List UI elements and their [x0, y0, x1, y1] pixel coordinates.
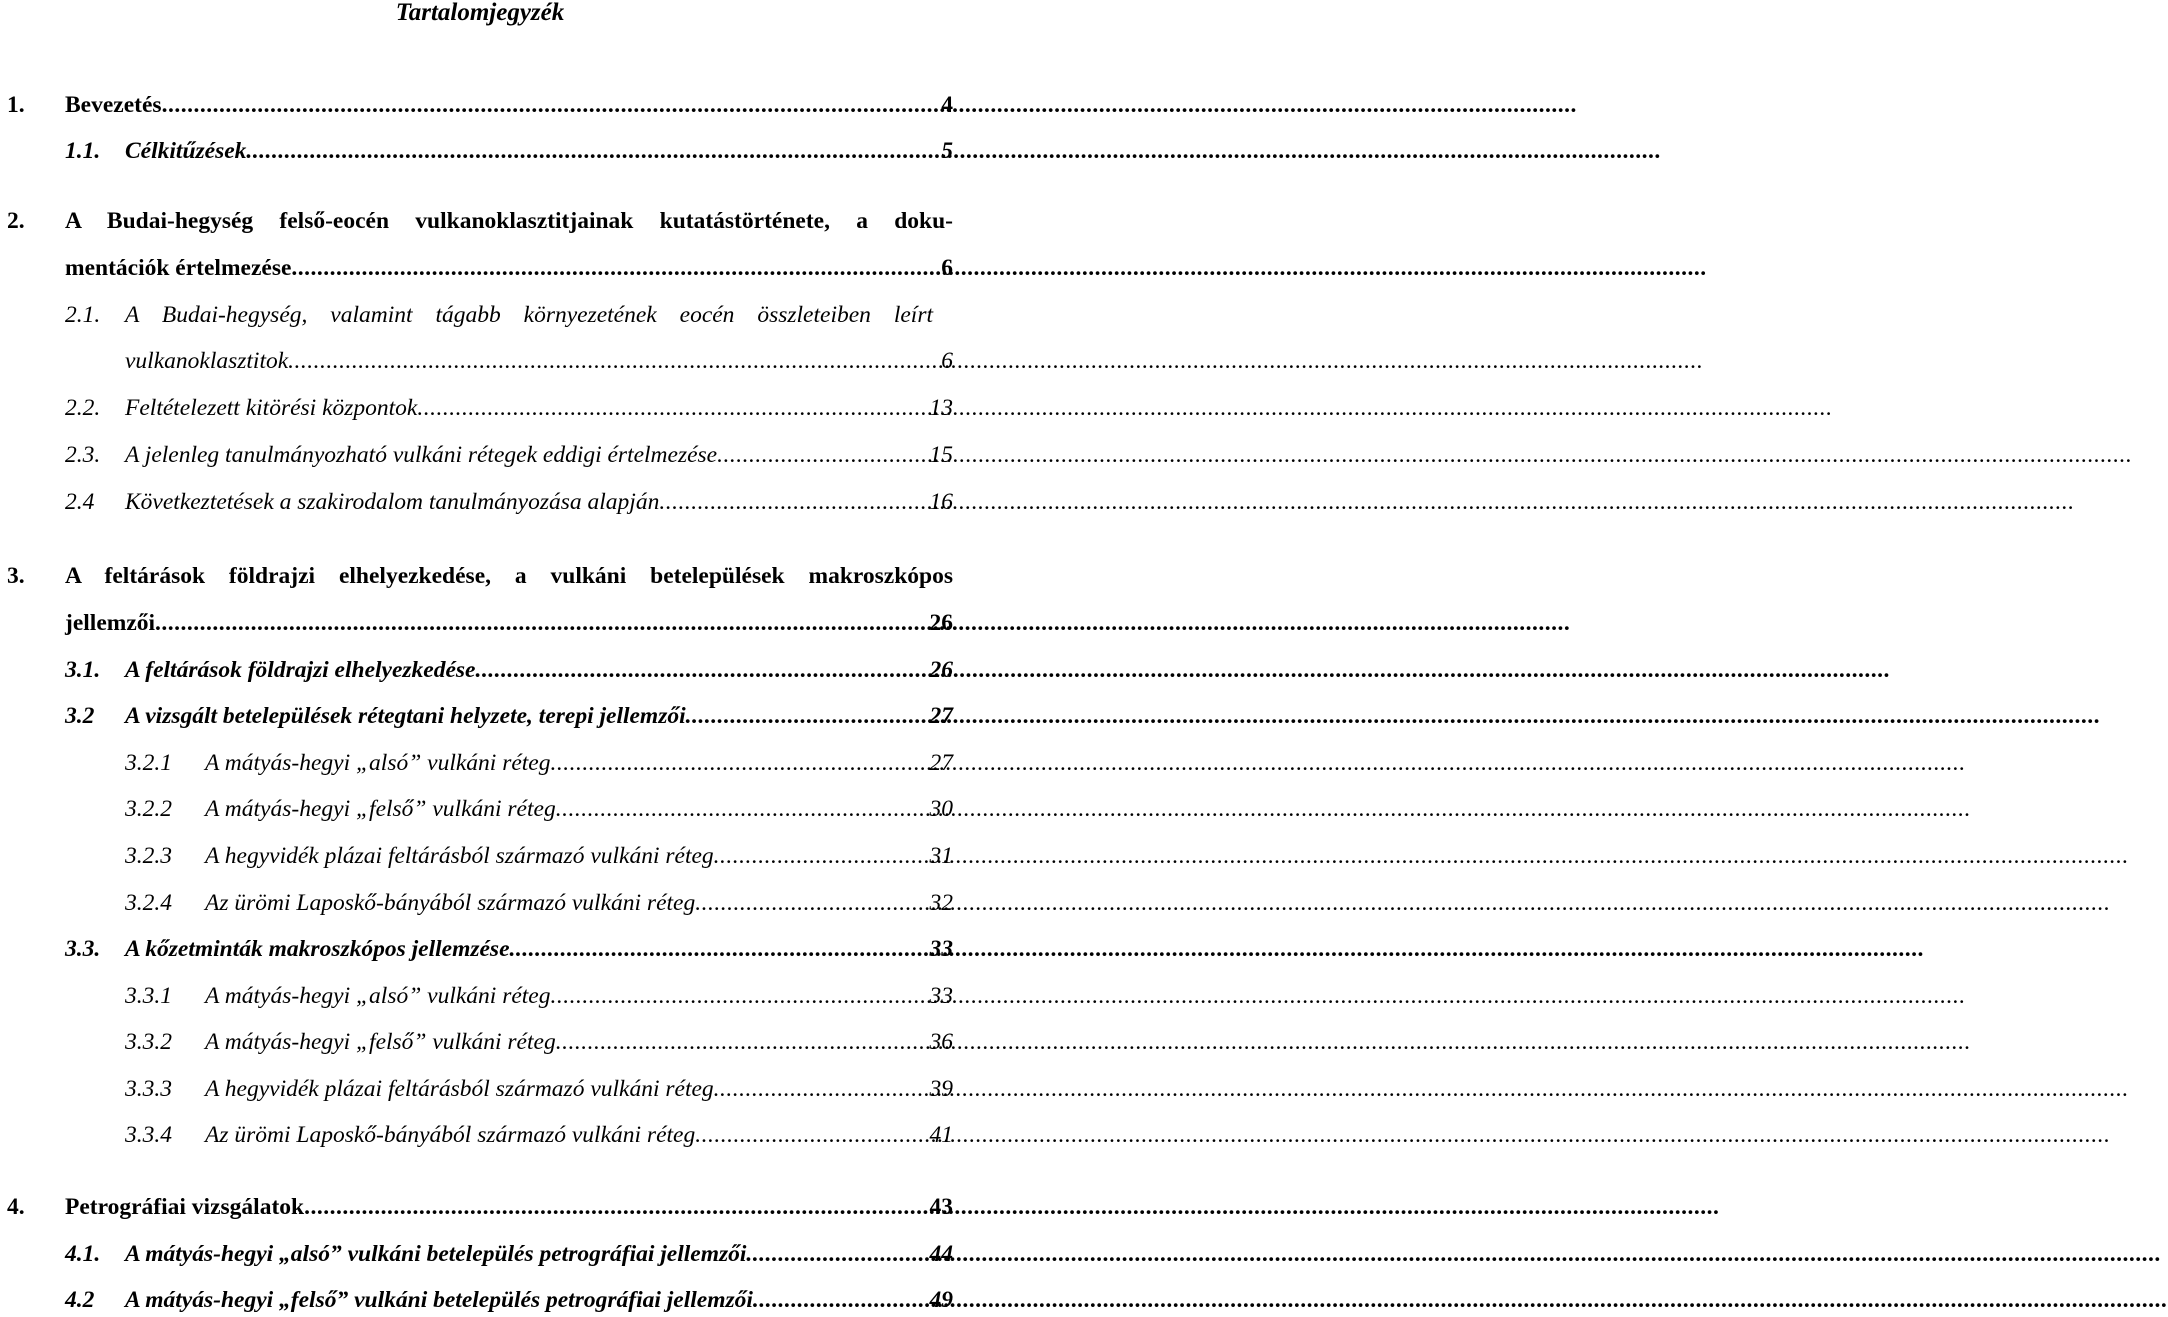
entry-text-line1: A feltárások földrajzi elhelyezkedése, a vulkáni betelepülések makroszkópos [65, 563, 953, 589]
entry-page: 31 [929, 843, 953, 869]
entry-page: 5 [941, 138, 953, 164]
toc-entry-4[interactable] [7, 1192, 953, 1222]
leader-dots [556, 794, 926, 824]
entry-number: 2.2. [65, 395, 101, 421]
entry-text: Az ürömi Laposkő-bányából származó vulkáni réteg [205, 1122, 696, 1148]
entry-number: 3.1. [65, 657, 101, 683]
toc-entry-3-2[interactable] [65, 701, 953, 731]
entry-page: 13 [929, 395, 953, 421]
toc-title: Tartalomjegyzék [395, 0, 565, 26]
leader-dots [714, 1074, 926, 1104]
entry-text-line2: mentációk értelmezése [65, 255, 292, 281]
leader-dots [551, 748, 926, 778]
entry-page: 27 [929, 750, 953, 776]
toc-entry-3-line1[interactable] [7, 561, 953, 591]
toc-entry-3-3[interactable] [65, 934, 953, 964]
entry-page: 30 [929, 796, 953, 822]
entry-text-line1: A Budai-hegység felső-eocén vulkanoklasztitjainak kutatástörténete, a doku- [65, 208, 953, 234]
entry-page: 15 [929, 442, 953, 468]
entry-text: Petrográfiai vizsgálatok [65, 1194, 305, 1220]
entry-text: A mátyás-hegyi „alsó” vulkáni réteg [205, 750, 551, 776]
entry-text: A mátyás-hegyi „alsó” vulkáni betelepülés petrográfiai jellemzői [125, 1241, 747, 1267]
toc-entry-3-3-1[interactable] [125, 981, 953, 1011]
entry-text: A jelenleg tanulmányozható vulkáni rétegek eddigi értelmezése [125, 442, 718, 468]
leader-dots [753, 1285, 926, 1315]
leader-dots [304, 1192, 925, 1222]
toc-entry-1[interactable] [7, 90, 953, 120]
entry-page: 4 [941, 92, 953, 118]
toc-entry-3-2-4[interactable] [125, 888, 953, 918]
entry-text: A hegyvidék plázai feltárásból származó vulkáni réteg [205, 1076, 714, 1102]
entry-text-line1: A Budai-hegység, valamint tágabb környezetének eocén összleteiben leírt [125, 302, 933, 328]
entry-page: 33 [929, 983, 953, 1009]
entry-page: 43 [929, 1194, 953, 1220]
toc-entry-2-line2[interactable] [65, 253, 953, 283]
entry-page: 39 [929, 1076, 953, 1102]
leader-dots [162, 90, 938, 120]
entry-text: A kőzetminták makroszkópos jellemzése [125, 936, 510, 962]
leader-dots [476, 655, 926, 685]
entry-number: 4.1. [65, 1241, 101, 1267]
entry-number: 3.2.2 [125, 796, 172, 822]
toc-entry-3-3-3[interactable] [125, 1074, 953, 1104]
leader-dots [746, 1239, 925, 1269]
entry-page: 33 [929, 936, 953, 962]
toc-entry-4-2[interactable] [65, 1285, 953, 1315]
entry-page: 26 [929, 657, 953, 683]
leader-dots [288, 346, 937, 376]
entry-number: 3.3.2 [125, 1029, 172, 1055]
toc-entry-3-3-2[interactable] [125, 1027, 953, 1057]
entry-number: 3. [7, 563, 25, 589]
entry-number: 4. [7, 1194, 25, 1220]
entry-number: 1. [7, 92, 25, 118]
leader-dots [155, 608, 925, 638]
toc-entry-2-2[interactable] [65, 393, 953, 423]
toc-entry-4-1[interactable] [65, 1239, 953, 1269]
entry-number: 3.2.3 [125, 843, 172, 869]
leader-dots [417, 393, 925, 423]
toc-entry-3-2-1[interactable] [125, 748, 953, 778]
entry-number: 3.3.3 [125, 1076, 172, 1102]
entry-number: 3.2.1 [125, 750, 172, 776]
entry-text: A mátyás-hegyi „felső” vulkáni betelepülés petrográfiai jellemzői [125, 1287, 753, 1313]
entry-text: Feltételezett kitörési központok [125, 395, 418, 421]
leader-dots [246, 136, 937, 166]
entry-text: A mátyás-hegyi „felső” vulkáni réteg [205, 796, 556, 822]
entry-text: Bevezetés [65, 92, 162, 118]
entry-number: 2.3. [65, 442, 101, 468]
entry-text: Célkitűzések [125, 138, 247, 164]
leader-dots [510, 934, 926, 964]
toc-entry-3-2-3[interactable] [125, 841, 953, 871]
entry-text: A vizsgált betelepülések rétegtani helyzete, terepi jellemzői [125, 703, 686, 729]
entry-text: Következtetések a szakirodalom tanulmányozása alapján [125, 489, 660, 515]
entry-text: A hegyvidék plázai feltárásból származó vulkáni réteg [205, 843, 714, 869]
entry-page: 16 [929, 489, 953, 515]
entry-page: 26 [929, 610, 953, 636]
entry-text-line2: vulkanoklasztitok [125, 348, 289, 374]
entry-text: Az ürömi Laposkő-bányából származó vulkáni réteg [205, 890, 696, 916]
entry-number: 2. [7, 208, 25, 234]
toc-entry-2-1-line2[interactable] [125, 346, 953, 376]
entry-number: 3.2 [65, 703, 95, 729]
leader-dots [686, 701, 926, 731]
toc-entry-2-4[interactable] [65, 487, 953, 517]
leader-dots [695, 1120, 925, 1150]
toc-entry-2-3[interactable] [65, 440, 953, 470]
entry-number: 4.2 [65, 1287, 95, 1313]
leader-dots [556, 1027, 926, 1057]
entry-page: 6 [941, 255, 953, 281]
leader-dots [714, 841, 926, 871]
toc-entry-3-1[interactable] [65, 655, 953, 685]
leader-dots [717, 440, 925, 470]
entry-text: A feltárások földrajzi elhelyezkedése [125, 657, 476, 683]
entry-number: 2.1. [65, 302, 101, 328]
entry-number: 3.2.4 [125, 890, 172, 916]
entry-text: A mátyás-hegyi „felső” vulkáni réteg [205, 1029, 556, 1055]
entry-text: A mátyás-hegyi „alsó” vulkáni réteg [205, 983, 551, 1009]
entry-page: 36 [929, 1029, 953, 1055]
entry-number: 3.3. [65, 936, 101, 962]
leader-dots [695, 888, 925, 918]
entry-number: 3.3.4 [125, 1122, 172, 1148]
entry-page: 41 [929, 1122, 953, 1148]
toc-entry-3-line2[interactable] [65, 608, 953, 638]
entry-page: 44 [929, 1241, 953, 1267]
toc-entry-2-line1[interactable] [7, 206, 953, 236]
toc-entry-3-3-4[interactable] [125, 1120, 953, 1150]
entry-number: 1.1. [65, 138, 101, 164]
entry-page: 32 [929, 890, 953, 916]
entry-page: 6 [941, 348, 953, 374]
entry-number: 2.4 [65, 489, 95, 515]
toc-entry-1-1[interactable] [65, 136, 953, 166]
leader-dots [659, 487, 925, 517]
entry-page: 27 [929, 703, 953, 729]
entry-number: 3.3.1 [125, 983, 172, 1009]
entry-page: 49 [929, 1287, 953, 1313]
toc-entry-2-1-line1[interactable] [65, 300, 933, 330]
leader-dots [291, 253, 937, 283]
toc-entry-3-2-2[interactable] [125, 794, 953, 824]
leader-dots [551, 981, 926, 1011]
entry-text-line2: jellemzői [65, 610, 156, 636]
